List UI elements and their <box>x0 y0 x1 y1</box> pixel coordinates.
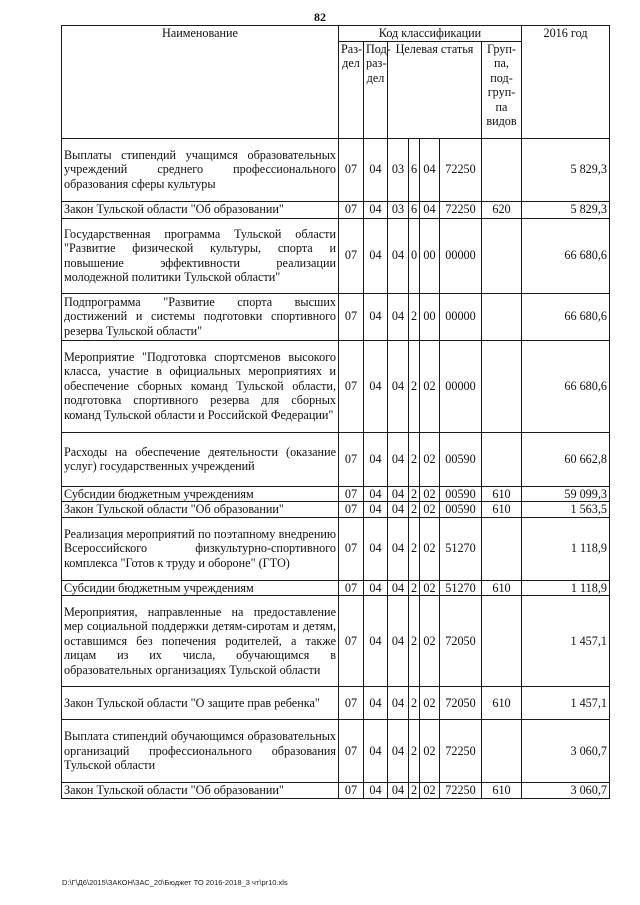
row-code-t2: 6 <box>409 138 420 201</box>
row-code-pr: 04 <box>364 138 388 201</box>
row-code-t1: 04 <box>388 580 409 596</box>
row-code-pr: 04 <box>364 293 388 340</box>
table-row <box>62 580 610 596</box>
row-name: Закон Тульской области "Об образовании" <box>62 201 339 218</box>
row-code-t4: 72250 <box>440 783 482 799</box>
row-amount: 66 680,6 <box>522 293 610 340</box>
row-amount: 1 457,1 <box>522 687 610 720</box>
header-name: Наименование <box>62 26 339 139</box>
row-code-t2: 0 <box>409 218 420 293</box>
table-row <box>62 783 610 799</box>
row-code-rz: 07 <box>339 432 364 486</box>
row-code-t3: 02 <box>420 596 440 687</box>
row-code-rz: 07 <box>339 580 364 596</box>
row-code-t2: 2 <box>409 502 420 518</box>
header-year: 2016 год <box>522 26 610 139</box>
row-code-rz: 07 <box>339 340 364 432</box>
row-code-t2: 2 <box>409 486 420 502</box>
row-code-t1: 04 <box>388 218 409 293</box>
row-code-t4: 72050 <box>440 596 482 687</box>
table-row <box>62 293 610 340</box>
row-code-rz: 07 <box>339 720 364 783</box>
row-code-t2: 2 <box>409 432 420 486</box>
row-code-vr <box>482 293 522 340</box>
row-name: Закон Тульской области "Об образовании" <box>62 783 339 799</box>
row-code-vr <box>482 138 522 201</box>
row-code-t2: 2 <box>409 783 420 799</box>
row-code-rz: 07 <box>339 293 364 340</box>
row-amount: 1 118,9 <box>522 580 610 596</box>
row-code-t2: 2 <box>409 340 420 432</box>
row-code-t1: 04 <box>388 340 409 432</box>
row-code-t3: 02 <box>420 517 440 580</box>
row-code-t2: 2 <box>409 293 420 340</box>
row-code-pr: 04 <box>364 720 388 783</box>
row-code-pr: 04 <box>364 783 388 799</box>
row-code-t1: 04 <box>388 502 409 518</box>
row-code-rz: 07 <box>339 218 364 293</box>
row-amount: 59 099,3 <box>522 486 610 502</box>
row-code-t4: 00000 <box>440 293 482 340</box>
row-amount: 1 457,1 <box>522 596 610 687</box>
row-code-vr <box>482 218 522 293</box>
table-row <box>62 486 610 502</box>
row-code-vr: 610 <box>482 580 522 596</box>
row-code-t1: 04 <box>388 687 409 720</box>
row-code-vr: 610 <box>482 783 522 799</box>
row-code-t4: 00590 <box>440 502 482 518</box>
row-code-vr <box>482 720 522 783</box>
row-code-pr: 04 <box>364 340 388 432</box>
row-code-rz: 07 <box>339 138 364 201</box>
row-code-pr: 04 <box>364 502 388 518</box>
row-code-pr: 04 <box>364 201 388 218</box>
row-code-t2: 6 <box>409 201 420 218</box>
row-amount: 1 563,5 <box>522 502 610 518</box>
row-code-vr: 620 <box>482 201 522 218</box>
row-code-vr <box>482 517 522 580</box>
row-code-rz: 07 <box>339 517 364 580</box>
row-code-t3: 02 <box>420 783 440 799</box>
row-code-rz: 07 <box>339 201 364 218</box>
row-amount: 5 829,3 <box>522 201 610 218</box>
budget-table <box>61 25 610 799</box>
row-name: Субсидии бюджетным учреждениям <box>62 486 339 502</box>
row-amount: 1 118,9 <box>522 517 610 580</box>
row-code-t1: 03 <box>388 138 409 201</box>
row-code-rz: 07 <box>339 596 364 687</box>
row-code-pr: 04 <box>364 432 388 486</box>
row-code-t1: 04 <box>388 293 409 340</box>
page-number: 82 <box>314 10 326 24</box>
row-code-t4: 00000 <box>440 340 482 432</box>
row-code-t3: 02 <box>420 432 440 486</box>
row-code-t3: 02 <box>420 340 440 432</box>
row-code-t4: 72250 <box>440 201 482 218</box>
row-name: Закон Тульской области "Об образовании" <box>62 502 339 518</box>
row-code-t1: 03 <box>388 201 409 218</box>
table-body <box>62 138 610 798</box>
row-code-t4: 72250 <box>440 720 482 783</box>
row-code-pr: 04 <box>364 517 388 580</box>
row-name: Закон Тульской области "О защите прав ребенка" <box>62 687 339 720</box>
row-code-rz: 07 <box>339 687 364 720</box>
row-code-t3: 02 <box>420 502 440 518</box>
row-code-pr: 04 <box>364 486 388 502</box>
row-amount: 66 680,6 <box>522 218 610 293</box>
row-code-vr: 610 <box>482 486 522 502</box>
row-code-t1: 04 <box>388 720 409 783</box>
row-code-t2: 2 <box>409 580 420 596</box>
row-code-vr <box>482 596 522 687</box>
row-code-t3: 04 <box>420 138 440 201</box>
header-subsection: Под- раз- дел <box>364 41 388 138</box>
table-row <box>62 138 610 201</box>
row-code-vr <box>482 340 522 432</box>
table-row <box>62 502 610 518</box>
row-code-t4: 51270 <box>440 580 482 596</box>
row-amount: 3 060,7 <box>522 720 610 783</box>
row-code-t4: 00590 <box>440 486 482 502</box>
table-row <box>62 687 610 720</box>
row-code-t3: 02 <box>420 720 440 783</box>
row-code-t3: 02 <box>420 687 440 720</box>
row-name: Выплата стипендий обучающимся образовательных организаций профессионального образования Тульской области <box>62 720 339 783</box>
row-code-vr <box>482 432 522 486</box>
row-code-t1: 04 <box>388 517 409 580</box>
row-code-t2: 2 <box>409 596 420 687</box>
row-name: Мероприятия, направленные на предоставление мер социальной поддержки детям-сиротам и детям, оставшимся без попечения родителей, а также лицам из их числа, обучающимся в образовательных организациях Тульской области <box>62 596 339 687</box>
header-target: Целевая статья <box>388 41 482 138</box>
table-row <box>62 517 610 580</box>
row-code-pr: 04 <box>364 218 388 293</box>
table-row <box>62 218 610 293</box>
table-row <box>62 340 610 432</box>
row-code-rz: 07 <box>339 486 364 502</box>
row-code-t3: 00 <box>420 293 440 340</box>
row-code-t1: 04 <box>388 486 409 502</box>
table-row <box>62 720 610 783</box>
row-name: Выплаты стипендий учащимся образовательных учреждений среднего профессионального образования сферы культуры <box>62 138 339 201</box>
row-code-t4: 72050 <box>440 687 482 720</box>
row-code-t3: 00 <box>420 218 440 293</box>
row-code-t4: 00000 <box>440 218 482 293</box>
file-path-footer: D:\Г\Д6\2015\ЗАКОН\ЗАС_20\Бюджет ТО 2016-2018_3 чт\pr10.xls <box>62 878 288 887</box>
row-code-t3: 04 <box>420 201 440 218</box>
row-amount: 3 060,7 <box>522 783 610 799</box>
row-code-t2: 2 <box>409 517 420 580</box>
row-code-t3: 02 <box>420 580 440 596</box>
row-code-rz: 07 <box>339 783 364 799</box>
row-name: Подпрограмма "Развитие спорта высших достижений и системы подготовки спортивного резерва Тульской области" <box>62 293 339 340</box>
row-code-t2: 2 <box>409 720 420 783</box>
row-code-t1: 04 <box>388 596 409 687</box>
row-code-t2: 2 <box>409 687 420 720</box>
row-code-vr: 610 <box>482 687 522 720</box>
table-row <box>62 201 610 218</box>
row-name: Субсидии бюджетным учреждениям <box>62 580 339 596</box>
row-code-t4: 00590 <box>440 432 482 486</box>
row-name: Расходы на обеспечение деятельности (оказание услуг) государственных учреждений <box>62 432 339 486</box>
table-row <box>62 432 610 486</box>
row-code-vr: 610 <box>482 502 522 518</box>
row-name: Мероприятие "Подготовка спортсменов высокого класса, участие в официальных мероприятиях и обеспечение сборных команд Тульской области, подготовка спортивного резерва для сборных команд Тульской области и Российской Федерации" <box>62 340 339 432</box>
row-amount: 5 829,3 <box>522 138 610 201</box>
header-section: Раз- дел <box>339 41 364 138</box>
row-code-t4: 72250 <box>440 138 482 201</box>
row-code-t3: 02 <box>420 486 440 502</box>
row-amount: 60 662,8 <box>522 432 610 486</box>
row-name: Реализация мероприятий по поэтапному внедрению Всероссийского физкультурно-спортивного комплекса "Готов к труду и обороне" (ГТО) <box>62 517 339 580</box>
row-code-pr: 04 <box>364 580 388 596</box>
row-code-pr: 04 <box>364 596 388 687</box>
row-code-rz: 07 <box>339 502 364 518</box>
header-classification: Код классификации <box>339 26 522 42</box>
row-amount: 66 680,6 <box>522 340 610 432</box>
row-code-pr: 04 <box>364 687 388 720</box>
row-name: Государственная программа Тульской области "Развитие физической культуры, спорта и повышение эффективности реализации молодежной политики Тульской области" <box>62 218 339 293</box>
row-code-t1: 04 <box>388 432 409 486</box>
row-code-t1: 04 <box>388 783 409 799</box>
table-row <box>62 596 610 687</box>
header-group: Груп- па, под- груп- па видов <box>482 41 522 138</box>
row-code-t4: 51270 <box>440 517 482 580</box>
